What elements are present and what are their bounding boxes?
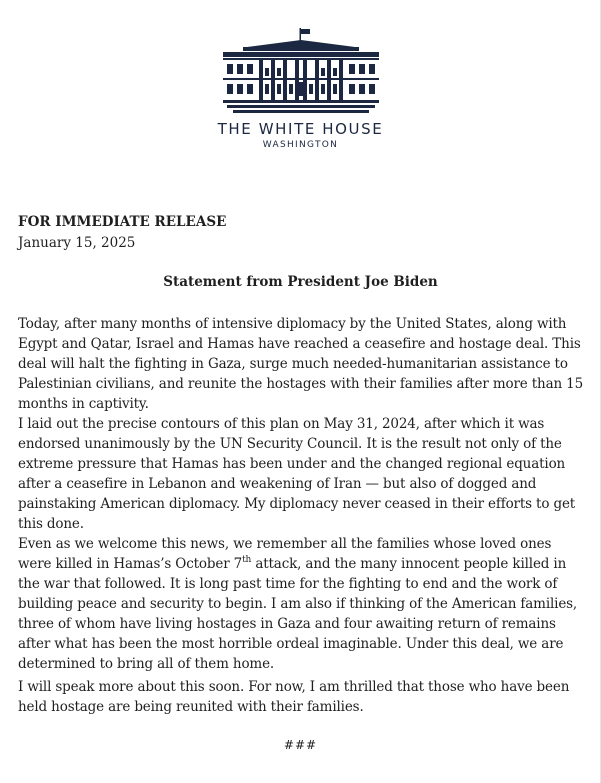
white-house-building-icon [223,28,379,114]
release-label: FOR IMMEDIATE RELEASE [18,214,227,230]
end-mark: ### [283,738,318,752]
paragraph-3-start: Even as we welcome this news, we remember all the families whose loved ones were killed in Hamas’s October 7 [18,536,552,572]
ordinal-suffix: th [242,555,252,565]
paragraph-2: I laid out the precise contours of this plan on May 31, 2024, after which it was endorsed unanimously by the UN Security Council. It is the result not only of the extreme pressure that Hamas has been under and the changed regional equation after a ceasefire in Lebanon and weakening of Iran — but also of dogged and painstaking American diplomacy. My diplomacy never ceased in their efforts to get this done. [18,416,576,532]
white-house-logo [0,28,601,114]
paragraph-4: I will speak more about this soon. For now, I am thrilled that those who have been held hostage are being reunited with their families. [18,679,570,715]
release-date: January 15, 2025 [18,235,136,251]
organization-city: WASHINGTON [262,140,339,150]
organization-name: THE WHITE HOUSE [217,120,384,138]
paragraph-3 [18,534,588,674]
paragraph-1: Today, after many months of intensive diplomacy by the United States, along with Egypt and Qatar, Israel and Hamas have reached a ceasefire and hostage deal. This deal will halt the fighting in Gaza, surge much needed-humanitarian assistance to Palestinian civilians, and reunite the hostages with their families after more than 15 months in captivity. [18,316,584,412]
paragraph-3-end: attack, and the many innocent people killed in the war that followed. It is long past time for the fighting to end and the work of building peace and security to begin. I am also if thinking of the American families, three of whom have living hostages in Gaza and four awaiting return of remains after what has been the most horrible ordeal imaginable. Under this deal, we are determined to bring all of them home. [18,556,578,672]
statement-title: Statement from President Joe Biden [163,274,438,290]
